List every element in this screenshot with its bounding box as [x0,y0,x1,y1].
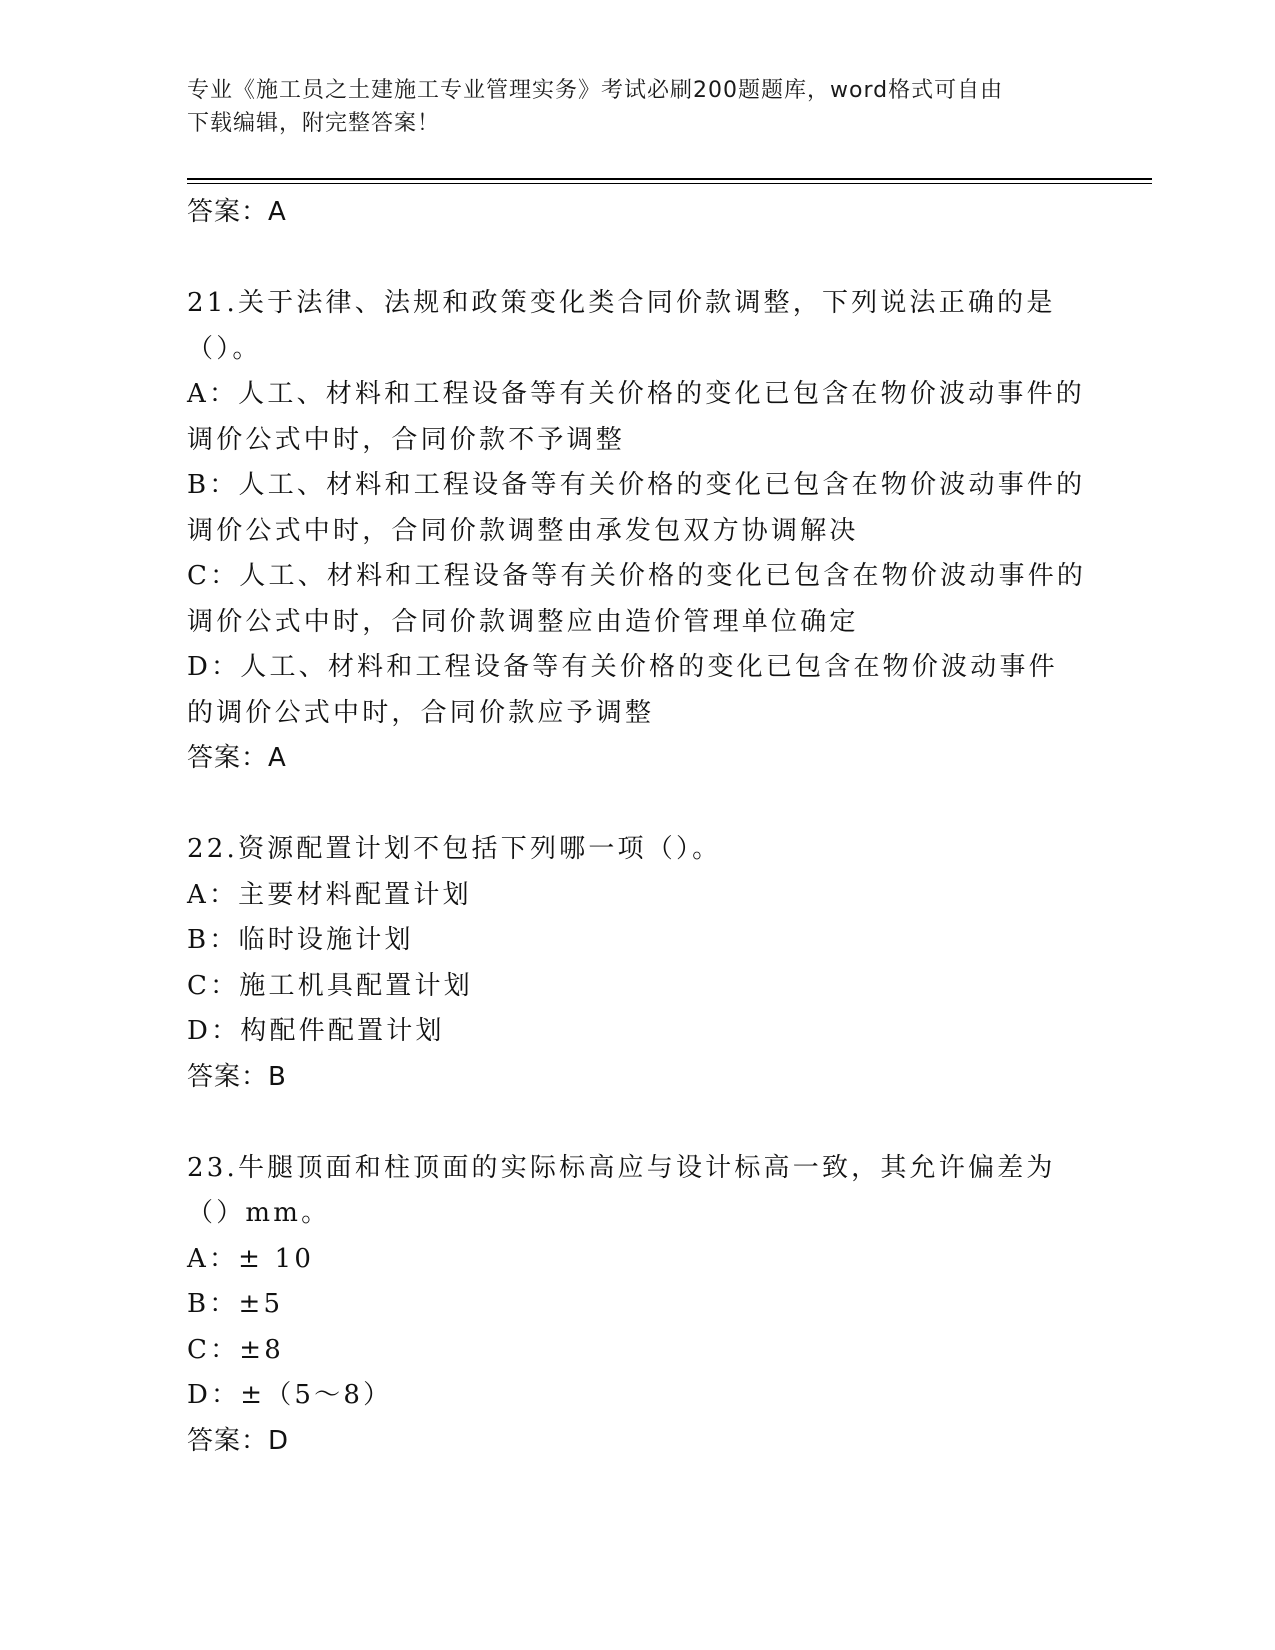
option-a: A：± 10 [187,1243,315,1274]
question-text: 23.牛腿顶面和柱顶面的实际标高应与设计标高一致，其允许偏差为（）mm。 [187,1152,1056,1228]
question-21 [187,281,1087,781]
option-b: B：临时设施计划 [187,925,414,955]
question-22 [187,827,1087,1100]
document-header [187,74,1087,140]
question-23 [187,1146,1087,1464]
question-text: 21.关于法律、法规和政策变化类合同价款调整，下列说法正确的是（）。 [187,288,1056,364]
header-line-2: 下载编辑，附完整答案！ [187,111,441,136]
previous-answer: 答案：A [187,197,287,227]
option-d: D：±（5～8） [187,1380,393,1410]
header-line-1: 专业《施工员之土建施工专业管理实务》考试必刷200题题库，word格式可自由 [187,78,1004,103]
header-divider-thin [187,183,1152,184]
option-c: C：施工机具配置计划 [187,970,473,1001]
header-divider-thick [187,178,1152,180]
option-b: B：±5 [187,1289,284,1319]
question-text: 22.资源配置计划不包括下列哪一项（）。 [187,834,722,864]
answer: 答案：B [187,1061,287,1092]
option-a: A：主要材料配置计划 [187,879,472,910]
option-a: A：人工、材料和工程设备等有关价格的变化已包含在物价波动事件的调价公式中时，合同价款不予调整 [187,379,1085,455]
option-c: C：±8 [187,1334,285,1365]
answer: 答案：A [187,743,287,773]
option-c: C：人工、材料和工程设备等有关价格的变化已包含在物价波动事件的调价公式中时，合同价款调整应由造价管理单位确定 [187,561,1087,637]
answer: 答案：D [187,1425,290,1456]
option-b: B：人工、材料和工程设备等有关价格的变化已包含在物价波动事件的调价公式中时，合同价款调整由承发包双方协调解决 [187,470,1086,546]
document-content [187,190,1087,1464]
option-d: D：人工、材料和工程设备等有关价格的变化已包含在物价波动事件的调价公式中时，合同价款应予调整 [187,652,1058,728]
option-d: D：构配件配置计划 [187,1016,445,1046]
